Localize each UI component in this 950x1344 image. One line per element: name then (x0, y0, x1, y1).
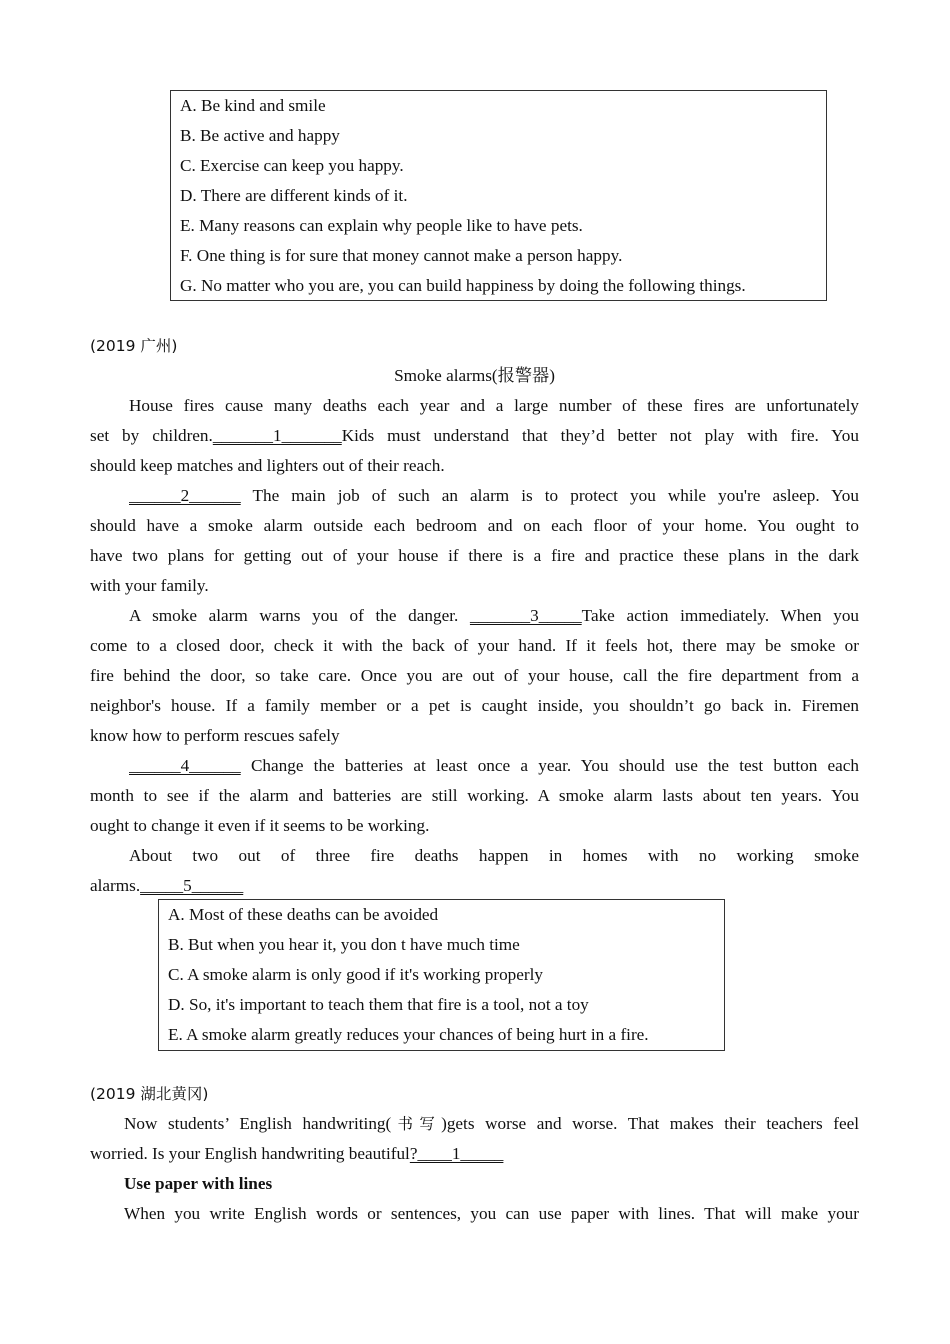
p5-l2a: alarms. (90, 876, 141, 895)
p4-l1b: Change the batteries at least once a year. You should use the test button each (240, 756, 859, 775)
p1-line-3: should keep matches and lighters out of their reach. (90, 456, 445, 475)
blank-6: ?____1_____ (409, 1144, 504, 1163)
p3-line-2: come to a closed door, check it with the back of your hand. If it feels hot, there may be smoke or (90, 636, 859, 655)
p1-l2b: Kids must understand that they’d better not play with fire. You (341, 426, 859, 445)
option-f: F. One thing is for sure that money cannot make a person happy. (180, 246, 623, 265)
p6-l2a: worried. Is your English handwriting beautiful (90, 1144, 410, 1163)
option-c: C. A smoke alarm is only good if it's working properly (168, 965, 543, 984)
p2-line-2: should have a smoke alarm outside each bedroom and on each floor of your home. You ought to (90, 516, 859, 535)
blank-2: ______2______ (129, 486, 241, 505)
option-b: B. Be active and happy (180, 126, 340, 145)
source-label (90, 331, 859, 361)
section-heading: Use paper with lines (124, 1174, 273, 1193)
p6-l1b: )gets worse and worse. That makes their teachers feel (441, 1114, 859, 1133)
p2-l1b: The main job of such an alarm is to protect you while you're asleep. You (240, 486, 859, 505)
blank-4: ______4______ (129, 756, 241, 775)
blank-5: _____5______ (140, 876, 244, 895)
p1-line-1: House fires cause many deaths each year and a large number of these fires are unfortunately (129, 396, 859, 415)
p6-l1cn: 书写 (391, 1115, 442, 1133)
p6-line-1 (124, 1109, 859, 1139)
p3-line-4: neighbor's house. If a family member or a pet is caught inside, you shouldn’t go back in. Firemen (90, 696, 859, 715)
p2-line-4: with your family. (90, 576, 209, 595)
option-a: A. Most of these deaths can be avoided (168, 905, 439, 924)
option-g: G. No matter who you are, you can build happiness by doing the following things. (180, 276, 746, 295)
p3-l1a: A smoke alarm warns you of the danger. (129, 606, 470, 625)
option-e: E. Many reasons can explain why people like to have pets. (180, 216, 583, 235)
p1-l2a: set by children. (90, 426, 213, 445)
blank-3: _______3_____ (469, 606, 582, 625)
p3-line-5: know how to perform rescues safely (90, 726, 340, 745)
passage-title-text: Smoke alarms(报警器) (394, 366, 555, 385)
option-a: A. Be kind and smile (180, 96, 326, 115)
p1-line-2 (90, 421, 859, 451)
p4-line-3: ought to change it even if it seems to be working. (90, 816, 430, 835)
blank-1: _______1_______ (212, 426, 342, 445)
p7-line-1: When you write English words or sentences, you can use paper with lines. That will make your (124, 1204, 859, 1223)
p6-line-2 (90, 1139, 859, 1169)
p2-line-3: have two plans for getting out of your house if there is a fire and practice these plans in the dark (90, 546, 859, 565)
option-e: E. A smoke alarm greatly reduces your chances of being hurt in a fire. (168, 1025, 649, 1044)
options-box-2 (158, 899, 725, 1051)
source-text: (2019 广州) (90, 337, 178, 355)
p4-line-1 (129, 751, 859, 781)
option-d: D. There are different kinds of it. (180, 186, 408, 205)
source-text-2: (2019 湖北黄冈) (90, 1085, 209, 1103)
p4-line-2: month to see if the alarm and batteries are still working. A smoke alarm lasts about ten years. You (90, 786, 859, 805)
p2-line-1 (129, 481, 859, 511)
source-label-2 (90, 1079, 859, 1109)
option-b: B. But when you hear it, you don t have much time (168, 935, 520, 954)
options-box-1 (170, 90, 827, 301)
p3-line-3: fire behind the door, so take care. Once you are out of your house, call the fire department from a (90, 666, 859, 685)
passage-title (90, 361, 859, 391)
option-c: C. Exercise can keep you happy. (180, 156, 404, 175)
p5-line-1: About two out of three fire deaths happen in homes with no working smoke (129, 846, 859, 865)
option-d: D. So, it's important to teach them that fire is a tool, not a toy (168, 995, 589, 1014)
p3-l1b: Take action immediately. When you (581, 606, 859, 625)
p5-line-2 (90, 871, 859, 901)
p3-line-1 (129, 601, 859, 631)
p6-l1a: Now students’ English handwriting( (124, 1114, 392, 1133)
